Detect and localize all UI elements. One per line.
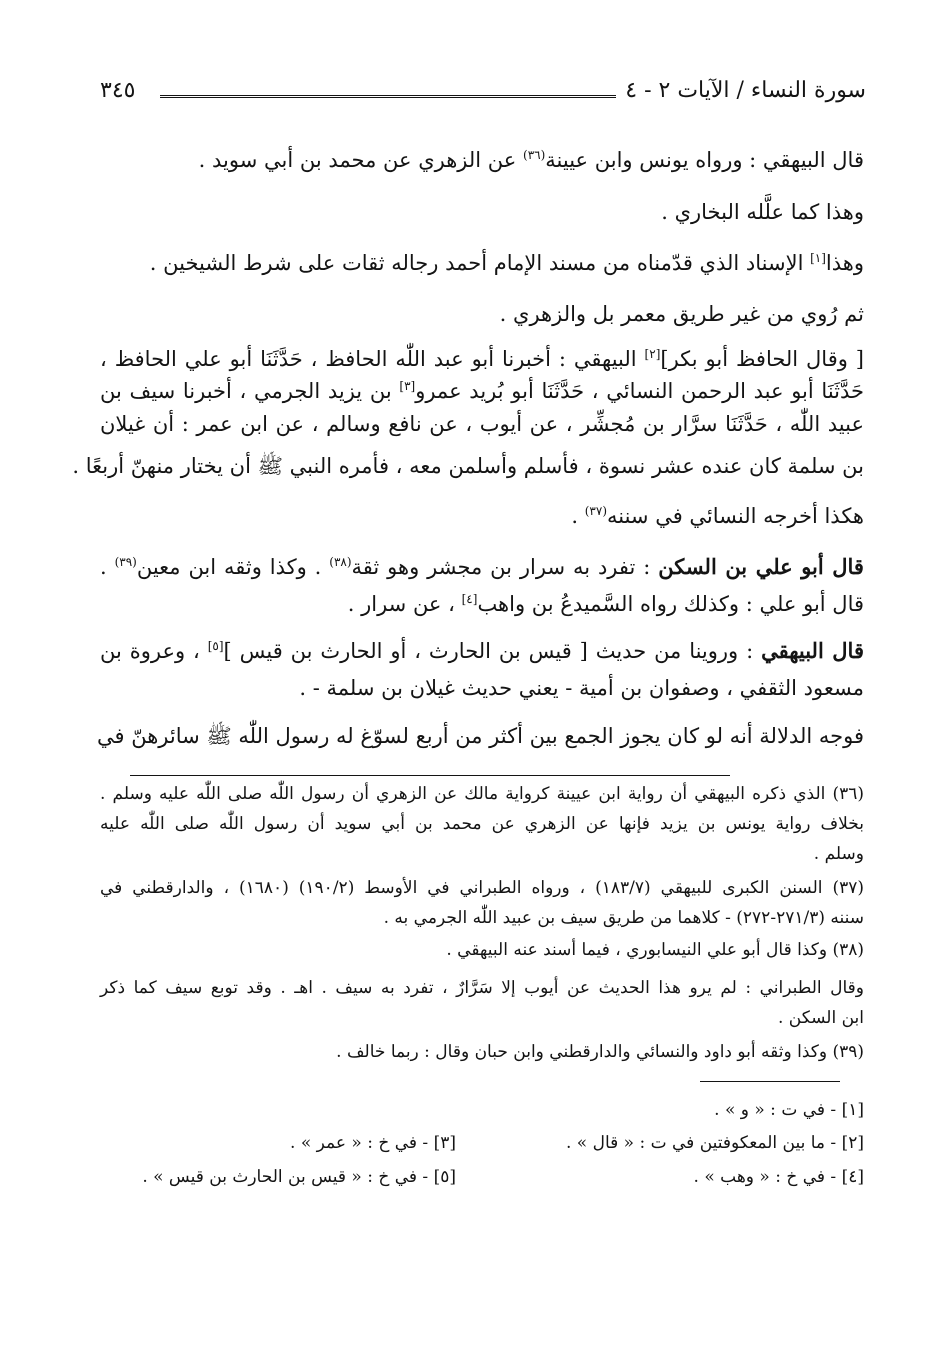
variant-5: [٥] - في خ : « قيس بن الحارث بن قيس » .: [142, 1167, 456, 1187]
text: عن الزهري عن محمد بن أبي سويد .: [198, 148, 517, 172]
footnote-ref: (٣٧): [584, 504, 607, 518]
variant-3: [٣] - في خ : « عمر » .: [290, 1133, 456, 1153]
footnote-38-tabarani: [100, 976, 864, 1000]
variant-4: [٤] - في خ : « وهب » .: [693, 1167, 864, 1187]
body-line-14: [96, 722, 864, 750]
body-line-4: [100, 300, 864, 328]
body-line-5: [100, 345, 864, 373]
text: قال أبو علي : وكذلك رواه السَّميدعُ بن واهب: [477, 592, 864, 616]
footnote-38-end: [100, 1006, 864, 1030]
footnote-ref: (٣٨): [329, 555, 352, 569]
text: وهذا: [825, 251, 864, 275]
body-line-7: [100, 410, 864, 438]
text: ، وعروة بن: [100, 639, 208, 663]
text: عبيد اللّٰه ، حَدَّثَنَا سرَّار بن مُجشِّر ، عن أيوب ، عن نافع وسالم ، عن ابن عمر : أن غيلان: [100, 412, 864, 436]
footnote-text: بخلاف رواية يونس بن يزيد فإنها عن الزهري عن محمد بن أبي سويد أن رسول اللّٰه صلى اللّٰه عليه: [100, 814, 864, 834]
body-line-3: [100, 249, 864, 277]
text: [ وقال الحافظ أبو بكر: [668, 347, 864, 371]
body-line-11: [100, 590, 864, 618]
text: بن سلمة كان عنده عشر نسوة ، فأسلم وأسلمن معه ، فأمره النبي ﷺ أن يختار منهنّ أربعًا .: [72, 454, 864, 478]
body-line-6: [100, 377, 864, 405]
footnote-rule: [130, 775, 730, 776]
footnote-38: [100, 938, 864, 962]
body-line-8: [72, 452, 864, 480]
footnote-ref: (٣٩): [114, 555, 137, 569]
footnote-text: (٣٧) السنن الكبرى للبيهقي (١٨٣/٧) ، ورواه الطبراني في الأوسط (١٩٠/٢) (١٦٨٠) ، والدارقطني في: [100, 878, 864, 898]
footnote-ref: (٣٦): [523, 148, 546, 162]
body-line-2: [100, 198, 864, 226]
bracket: ]: [660, 347, 669, 371]
variant-ref: [٥]: [207, 639, 224, 653]
text: الإسناد الذي قدّمناه من مسند الإمام أحمد رجاله ثقات على شرط الشيخين .: [149, 251, 811, 275]
text: . وكذا وثقه ابن معين: [136, 555, 330, 579]
footnote-text: ابن السكن .: [777, 1008, 864, 1028]
text: حَدَّثَنَا أبو عبد الرحمن النسائي ، حَدَّثَنَا أبو بُريد عمرو: [415, 379, 864, 403]
footnote-36-cont: [100, 812, 864, 836]
body-line-1: [100, 146, 864, 174]
text: مسعود الثقفي ، وصفوان بن أمية - يعني حديث غيلان بن سلمة - .: [299, 676, 864, 700]
text: : وروينا من حديث [ قيس بن الحارث ، أو الحارث بن قيس ]: [223, 639, 762, 663]
text: هكذا أخرجه النسائي في سننه: [607, 504, 864, 528]
variant-2: [٢] - ما بين المعكوفتين في ت : « قال » .: [565, 1133, 864, 1153]
text: : تفرد به سرار بن مجشر وهو ثقة: [351, 555, 659, 579]
variant-ref: [٢]: [644, 347, 661, 361]
variant-ref: [٣]: [399, 379, 416, 393]
footnote-text: وسلم .: [813, 844, 864, 864]
variants-rule: [700, 1081, 840, 1082]
footnote-text: (٣٦) الذي ذكره البيهقي أن رواية ابن عيينة كرواية مالك عن الزهري أن رسول اللّٰه صلى اللّٰه عليه وسلم .: [100, 784, 864, 804]
text: وهذا كما علَّله البخاري .: [661, 200, 864, 224]
variant-ref: [١]: [810, 251, 826, 265]
text: فوجه الدلالة أنه لو كان يجوز الجمع بين أكثر من أربع لسوّغ له رسول اللّٰه ﷺ سائرهنّ في: [96, 724, 864, 748]
text: ، عن سرار .: [347, 592, 462, 616]
text: .: [100, 555, 115, 579]
text: البيهقي : أخبرنا أبو عبد اللّٰه الحافظ ، حَدَّثَنَا أبو علي الحافظ ،: [100, 347, 645, 371]
footnote-37-cont: [100, 906, 864, 930]
text: قال البيهقي : ورواه يونس وابن عيينة: [545, 148, 864, 172]
variant-ref: [٤]: [461, 592, 478, 606]
bold-lead: قال أبو علي بن السكن: [658, 554, 864, 579]
footnote-36: [100, 782, 864, 806]
body-line-9: [100, 502, 864, 530]
footnote-text: وقال الطبراني : لم يرو هذا الحديث عن أيوب إلا سَرَّارٌ ، تفرد به سيف . اهـ . وقد توبع سيف كما ذكر: [100, 978, 864, 998]
running-title: سورة النساء / الآيات ٢ - ٤: [625, 78, 866, 103]
page-number: ٣٤٥: [100, 78, 136, 103]
body-line-12: [100, 637, 864, 665]
footnote-36-end: [100, 842, 864, 866]
footnote-text: (٣٨) وكذا قال أبو علي النيسابوري ، فيما أسند عنه البيهقي .: [446, 940, 864, 960]
footnote-37: [100, 876, 864, 900]
footnote-text: سننه (٢٧١/٣-٢٧٢) - كلاهما من طريق سيف بن عبيد اللّٰه الجرمي به .: [383, 908, 864, 928]
running-header: [100, 74, 866, 114]
variant-1: [١] - في ت : « و » .: [714, 1100, 864, 1120]
body-line-10: [100, 553, 864, 581]
footnote-39: [100, 1040, 864, 1064]
bold-lead: قال البيهقي: [761, 638, 864, 663]
header-rule: [160, 95, 616, 101]
footnote-text: (٣٩) وكذا وثقه أبو داود والنسائي والدارقطني وابن حبان وقال : ربما خالف .: [336, 1042, 864, 1062]
body-line-13: [100, 674, 864, 702]
text: ثم رُوي من غير طريق معمر بل والزهري .: [499, 302, 864, 326]
text: بن يزيد الجرمي ، أخبرنا سيف بن: [100, 379, 400, 403]
text: .: [571, 504, 585, 528]
